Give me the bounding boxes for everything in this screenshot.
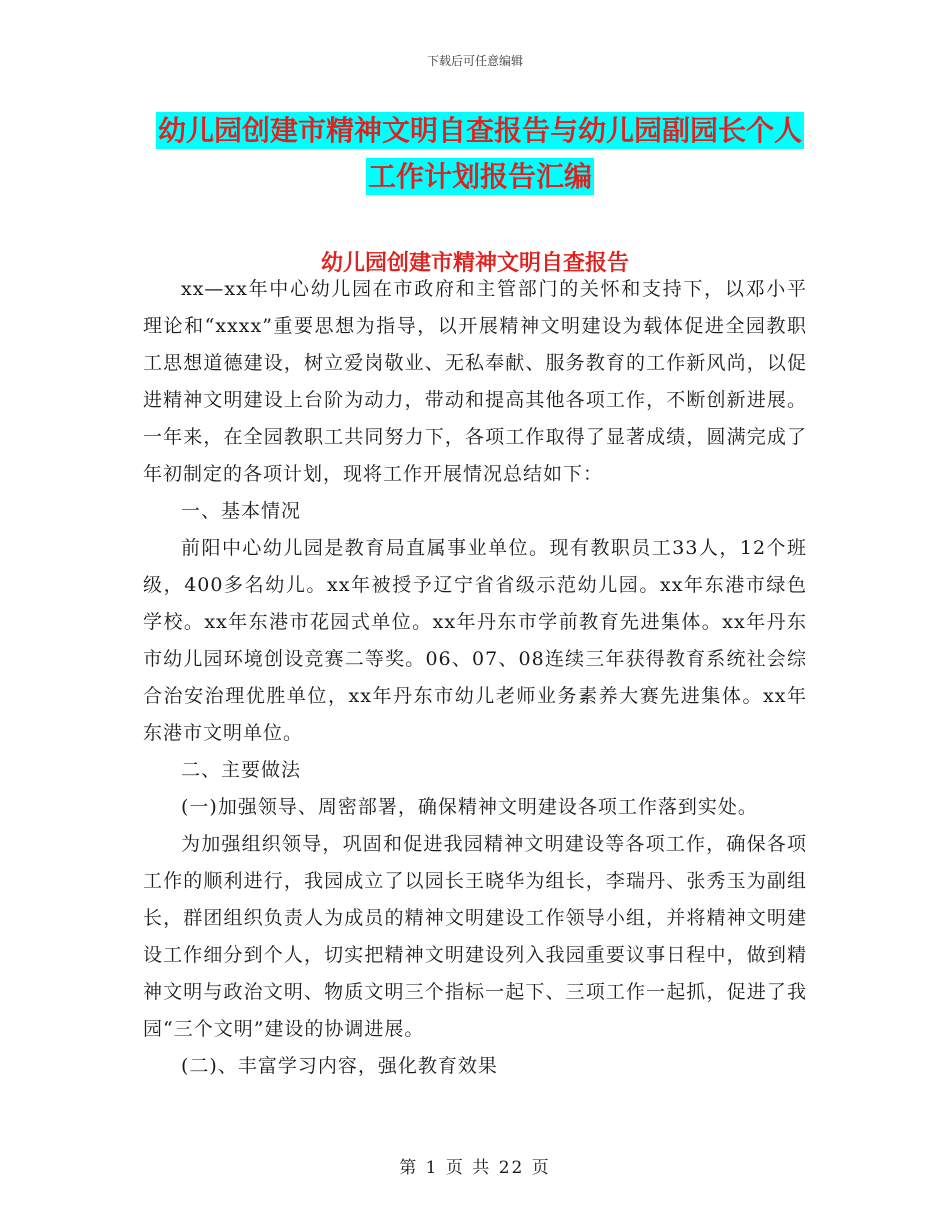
header-note: 下载后可任意编辑 (426, 54, 523, 68)
document-title-line-1: 幼儿园创建市精神文明自查报告与幼儿园副园长个人 (157, 114, 802, 147)
paragraph-leadership: 为加强组织领导，巩固和促进我园精神文明建设等各项工作，确保各项工作的顺利进行，我园成立了以园长王晓华为组长，李瑞丹、张秀玉为副组长，群团组织负责人为成员的精神文明建设工作领导小组，并将精神文明建设工作细分到个人，切实把精神文明建设列入我园重要议事日程中，做到精神文明与政治文明、物质文明三个指标一起下、三项工作一起抓，促进了我园“三个文明”建设的协调进展。 (143, 833, 807, 1040)
body-text (143, 271, 807, 1085)
heading-main-practices: 二、主要做法 (181, 759, 302, 781)
paragraph-basic-situation: 前阳中心幼儿园是教育局直属事业单位。现有教职员工33人，12个班级，400多名幼儿。xx年被授予辽宁省省级示范幼儿园。xx年东港市绿色学校。xx年东港市花园式单位。xx年丹东市学前教育先进集体。xx年丹东市幼儿园环境创设竞赛二等奖。06、07、08连续三年获得教育系统社会综合治安治理优胜单位，xx年丹东市幼儿老师业务素养大赛先进集体。xx年东港市文明单位。 (143, 537, 807, 744)
document-title-line-2: 工作计划报告汇编 (367, 160, 592, 193)
paragraph-intro: xx—xx年中心幼儿园在市政府和主管部门的关怀和支持下，以邓小平理论和“xxxx”重要思想为指导，以开展精神文明建设为载体促进全园教职工思想道德建设，树立爱岗敬业、无私奉献、服务教育的工作新风尚，以促进精神文明建设上台阶为动力，带动和提高其他各项工作，不断创新进展。一年来，在全园教职工共同努力下，各项工作取得了显著成绩，圆满完成了年初制定的各项计划，现将工作开展情况总结如下： (143, 278, 807, 485)
subheading-learning: (二)、丰富学习内容，强化教育效果 (181, 1055, 498, 1077)
document-title (150, 108, 810, 200)
subheading-leadership: (一)加强领导、周密部署，确保精神文明建设各项工作落到实处。 (181, 796, 758, 818)
page-number: 第 1 页 共 22 页 (399, 1158, 551, 1178)
heading-basic-situation: 一、基本情况 (181, 500, 302, 522)
section-title: 幼儿园创建市精神文明自查报告 (320, 251, 629, 276)
